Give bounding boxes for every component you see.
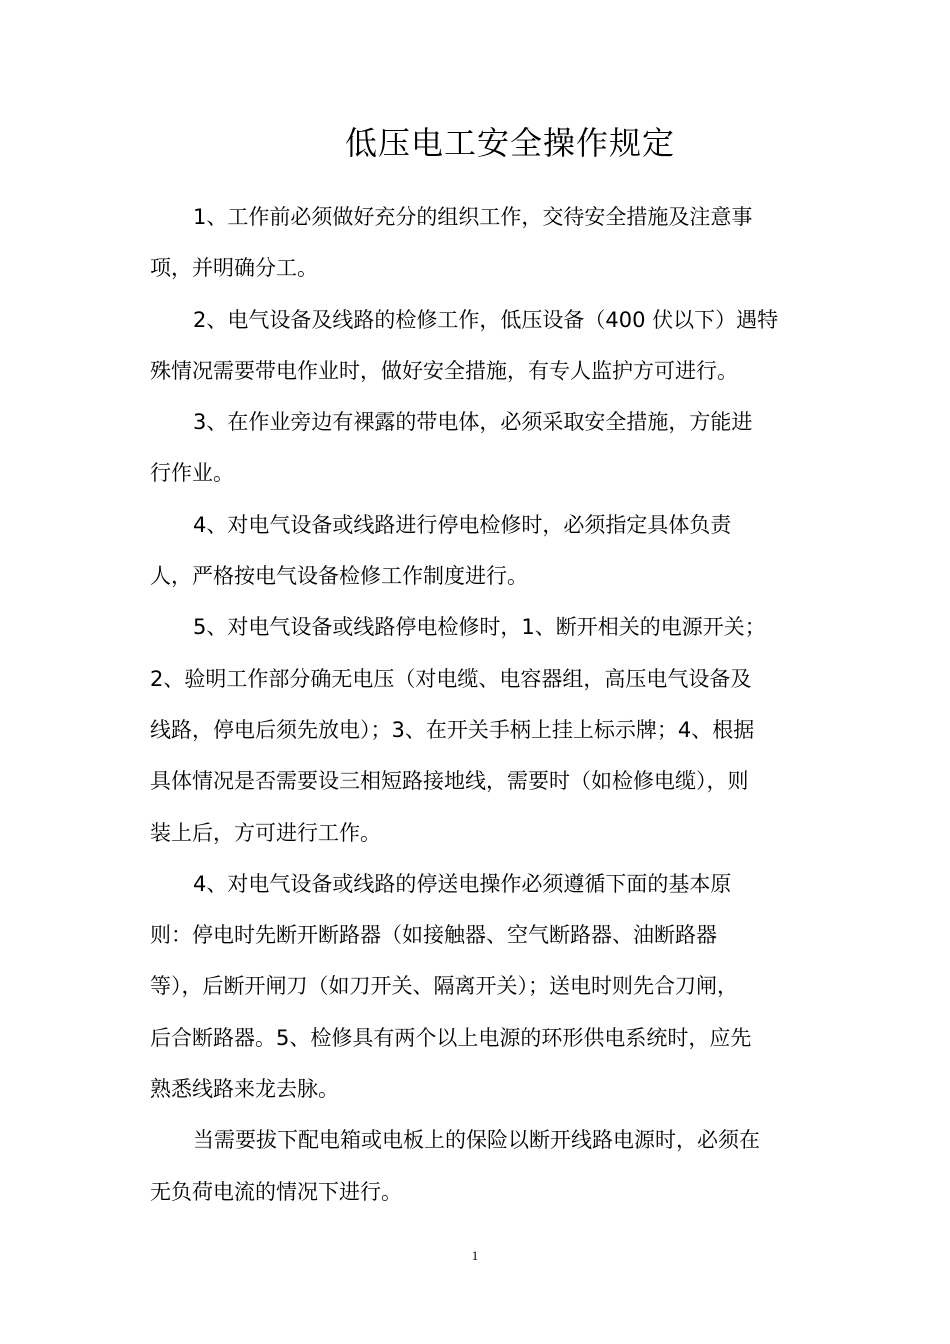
document-body [150, 192, 810, 1218]
paragraph-line: 2、电气设备及线路的检修工作，低压设备（400 伏以下）遇特 [193, 307, 779, 332]
page-number: 1 [471, 1248, 479, 1263]
document-title: 低压电工安全操作规定 [344, 124, 675, 162]
paragraph-6 [150, 859, 810, 1115]
paragraph-line: 1、工作前必须做好充分的组织工作，交待安全措施及注意事 [193, 205, 753, 229]
paragraph-line: 后合断路器。5、检修具有两个以上电源的环形供电系统时，应先 [150, 1025, 752, 1050]
paragraph-line: 具体情况是否需要设三相短路接地线，需要时（如检修电缆），则 [150, 769, 749, 794]
paragraph-line: 当需要拔下配电箱或电板上的保险以断开线路电源时，必须在 [193, 1128, 760, 1153]
paragraph-2 [150, 295, 810, 398]
paragraph-3 [150, 397, 810, 500]
paragraph-line: 2、验明工作部分确无电压（对电缆、电容器组，高压电气设备及 [150, 666, 752, 691]
paragraph-line: 4、对电气设备或线路的停送电操作必须遵循下面的基本原 [193, 871, 732, 896]
paragraph-4 [150, 500, 810, 603]
paragraph-7 [150, 1115, 810, 1218]
paragraph-line: 项，并明确分工。 [150, 256, 318, 281]
paragraph-line: 5、对电气设备或线路停电检修时，1、断开相关的电源开关； [193, 615, 766, 640]
paragraph-line: 3、在作业旁边有裸露的带电体，必须采取安全措施，方能进 [193, 410, 753, 435]
paragraph-1 [150, 192, 810, 295]
paragraph-line: 则：停电时先断开断路器（如接触器、空气断路器、油断路器 [150, 923, 717, 948]
paragraph-line: 装上后，方可进行工作。 [150, 820, 381, 845]
paragraph-line: 线路，停电后须先放电）；3、在开关手柄上挂上标示牌；4、根据 [150, 717, 755, 742]
paragraph-line: 4、对电气设备或线路进行停电检修时，必须指定具体负责 [193, 512, 732, 537]
paragraph-5 [150, 602, 810, 858]
paragraph-line: 熟悉线路来龙去脉。 [150, 1077, 339, 1102]
paragraph-line: 殊情况需要带电作业时，做好安全措施，有专人监护方可进行。 [150, 358, 738, 383]
paragraph-line: 等），后断开闸刀（如刀开关、隔离开关）；送电时则先合刀闸， [150, 974, 738, 999]
paragraph-line: 无负荷电流的情况下进行。 [150, 1179, 402, 1204]
paragraph-line: 行作业。 [150, 461, 234, 486]
paragraph-line: 人，严格按电气设备检修工作制度进行。 [150, 564, 528, 589]
